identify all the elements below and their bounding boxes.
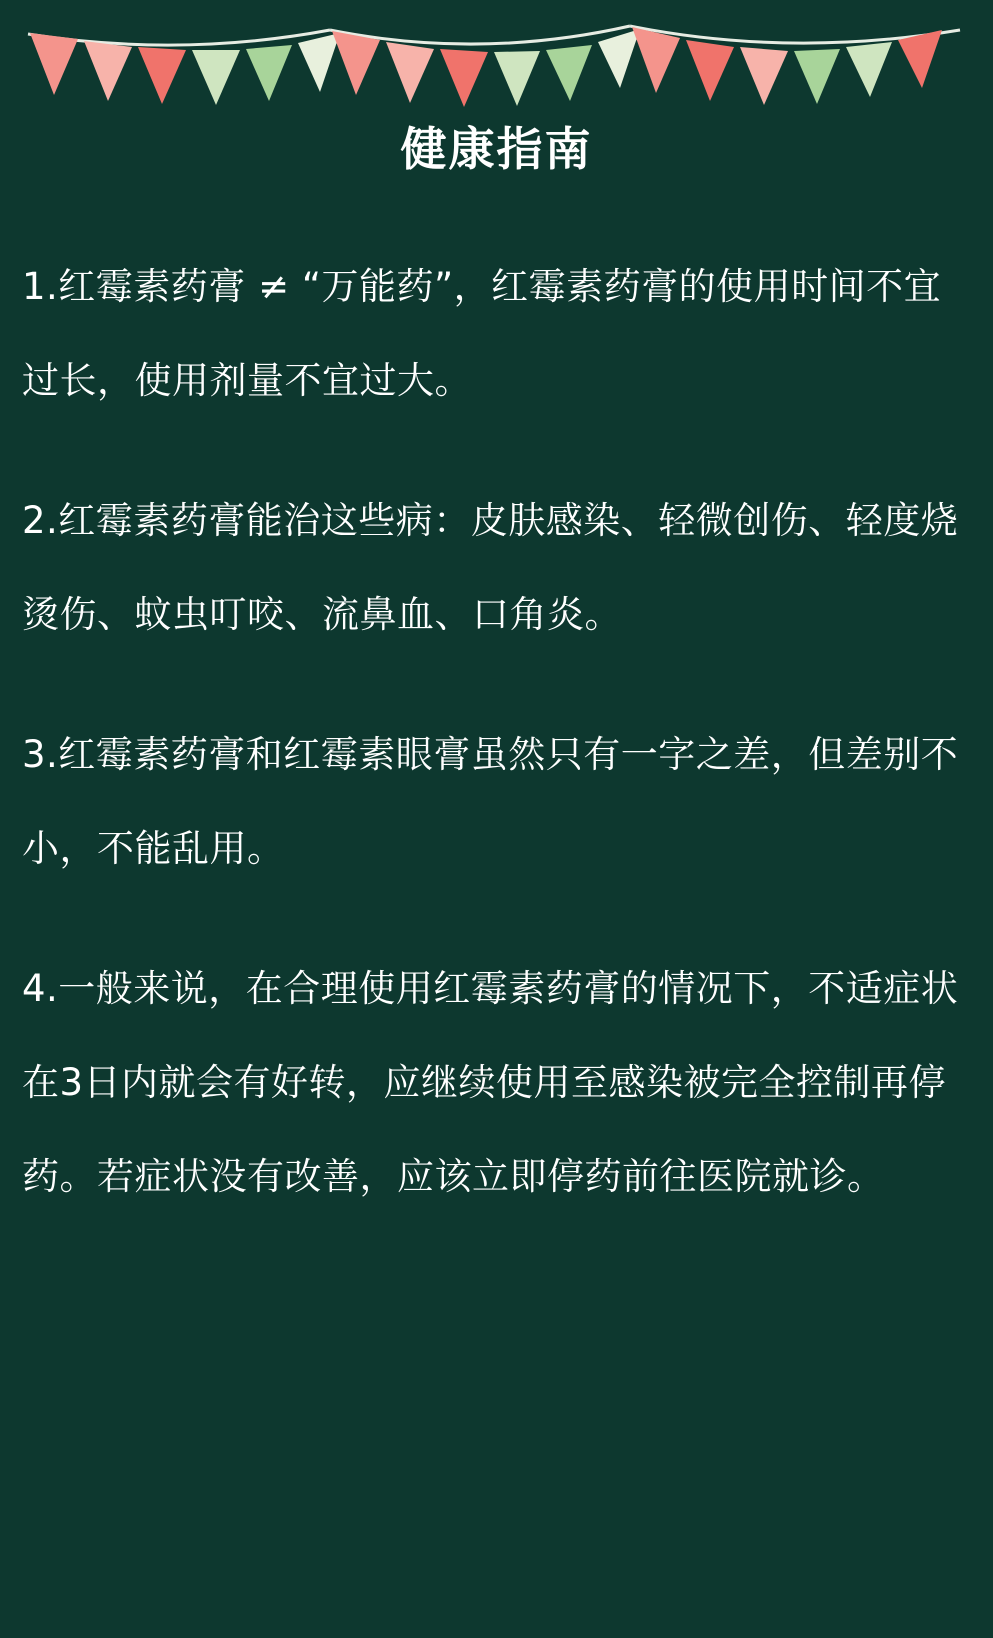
guide-item-2: 2.红霉素药膏能治这些病：皮肤感染、轻微创伤、轻度烧烫伤、蚊虫叮咬、流鼻血、口角炎。 (22, 499, 959, 636)
guide-item-3: 3.红霉素药膏和红霉素眼膏虽然只有一字之差，但差别不小，不能乱用。 (22, 733, 959, 870)
page-title: 健康指南 (400, 122, 593, 176)
content-body (22, 240, 972, 1224)
guide-item-4: 4.一般来说，在合理使用红霉素药膏的情况下，不适症状在3日内就会有好转，应继续使用至感染被完全控制再停药。若症状没有改善，应该立即停药前往医院就诊。 (22, 967, 959, 1198)
guide-item-1: 1.红霉素药膏 ≠ “万能药”，红霉素药膏的使用时间不宜过长，使用剂量不宜过大。 (22, 265, 942, 402)
bunting-decoration (0, 0, 993, 110)
